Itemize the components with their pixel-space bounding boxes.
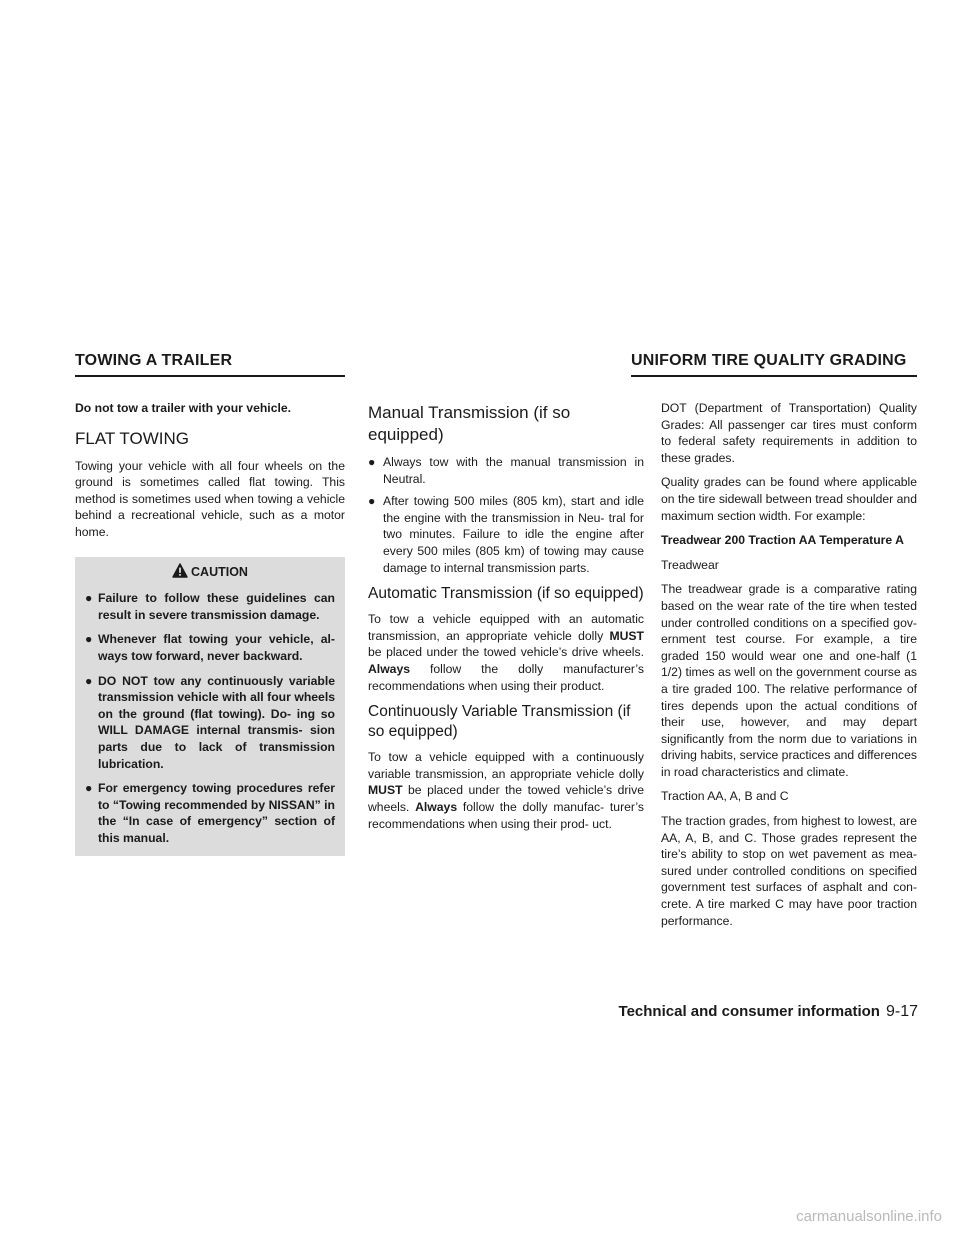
caution-item: ● For emergency towing procedures refer to “Towing recommended by NISSAN” in the “In case of emergency” section of this manual. xyxy=(85,781,335,845)
treadwear-heading: Treadwear xyxy=(661,557,719,572)
list-item: ● After towing 500 miles (805 km), start and idle the engine with the transmission in Neu- tral for two minutes. Failure to idle the engine after every 500 miles (805 km) of towing may cause damage to internal transmission parts. xyxy=(368,494,644,575)
cvt-text: To tow a vehicle equipped with a continuously variable transmission, an appropriate vehicle dolly MUST be placed under the towed vehicle’s drive wheels. Always follow the dolly manufac- turer’s recommendations when using their prod- uct. xyxy=(368,750,645,831)
warning-triangle-icon xyxy=(172,563,188,583)
flat-towing-text: Towing your vehicle with all four wheels on the ground is sometimes called flat towing. This method is sometimes used when towing a vehicle behind a recreational vehicle, such as a motor home. xyxy=(75,458,345,539)
caution-item: ● Failure to follow these guidelines can result in severe transmission damage. xyxy=(85,591,335,622)
bullet-dot: ● xyxy=(85,781,93,796)
section-header-left: TOWING A TRAILER xyxy=(75,352,233,369)
cvt-heading: Continuously Variable Transmission (if so equipped) xyxy=(368,703,631,741)
manual-transmission-list xyxy=(368,454,644,576)
grade-example: Treadwear 200 Traction AA Temperature A xyxy=(661,533,904,548)
automatic-transmission-text: To tow a vehicle equipped with an automatic transmission, an appropriate vehicle dolly MUST be placed under the towed vehicle’s drive wheels. Always follow the dolly manufacturer’s recommendations when using their product. xyxy=(368,612,644,693)
header-rule-left xyxy=(75,375,345,377)
quality-location-text: Quality grades can be found where applicable on the tire sidewall between tread shoulder and maximum section width. For example: xyxy=(661,475,917,523)
footer-section-title: Technical and consumer information xyxy=(618,1003,880,1020)
caution-box xyxy=(75,557,345,857)
page-number: 9-17 xyxy=(885,1003,918,1020)
section-header-right: UNIFORM TIRE QUALITY GRADING xyxy=(631,352,907,369)
bullet-dot: ● xyxy=(85,632,93,647)
flat-towing-heading: FLAT TOWING xyxy=(75,428,189,448)
caution-item: ● DO NOT tow any continuously variable transmission vehicle with all four wheels on the ground (flat towing). Do- ing so WILL DAMAGE internal transmis- sion parts due to lack of transmission lubrication. xyxy=(85,673,335,771)
treadwear-text: The treadwear grade is a comparative rating based on the wear rate of the tire when tested under controlled conditions on a specified gov- ernment test course. For example, a tire graded 150 would wear one and one-half (1 1/2) times as well on the government course as a tire graded 100. The relative performance of tires depends upon the actual conditions of their use, however, and may depart significantly from the norm due to variations in driving habits, service practices and differences in road characteristics and climate. xyxy=(661,582,917,779)
caution-heading xyxy=(85,563,335,583)
list-item: ● Always tow with the manual transmission in Neutral. xyxy=(368,455,644,486)
column-middle xyxy=(368,402,644,840)
dot-quality-text: DOT (Department of Transportation) Quality Grades: All passenger car tires must conform to federal safety requirements in addition to these grades. xyxy=(661,401,917,465)
traction-heading: Traction AA, A, B and C xyxy=(661,789,789,804)
column-left xyxy=(75,400,345,856)
trailer-warning: Do not tow a trailer with your vehicle. xyxy=(75,401,292,415)
manual-transmission-heading: Manual Transmission (if so equipped) xyxy=(368,403,571,444)
caution-list xyxy=(85,590,335,846)
bullet-dot: ● xyxy=(85,591,93,606)
caution-item: ● Whenever flat towing your vehicle, al- ways tow forward, never backward. xyxy=(85,632,335,663)
automatic-transmission-heading: Automatic Transmission (if so equipped) xyxy=(368,585,644,603)
bullet-dot: ● xyxy=(368,494,376,509)
traction-text: The traction grades, from highest to lowest, are AA, A, B, and C. Those grades represent the tire’s ability to stop on wet pavement as mea- sured under controlled conditions on specified government test surfaces of asphalt and con- crete. A tire marked C may have poor traction performance. xyxy=(661,814,917,928)
page-footer xyxy=(619,1003,918,1021)
bullet-dot: ● xyxy=(85,673,93,688)
column-right xyxy=(661,400,917,937)
header-rule-right xyxy=(631,375,917,377)
caution-title: CAUTION xyxy=(191,565,248,580)
bullet-dot: ● xyxy=(368,455,376,469)
watermark: carmanualsonline.info xyxy=(796,1208,942,1225)
